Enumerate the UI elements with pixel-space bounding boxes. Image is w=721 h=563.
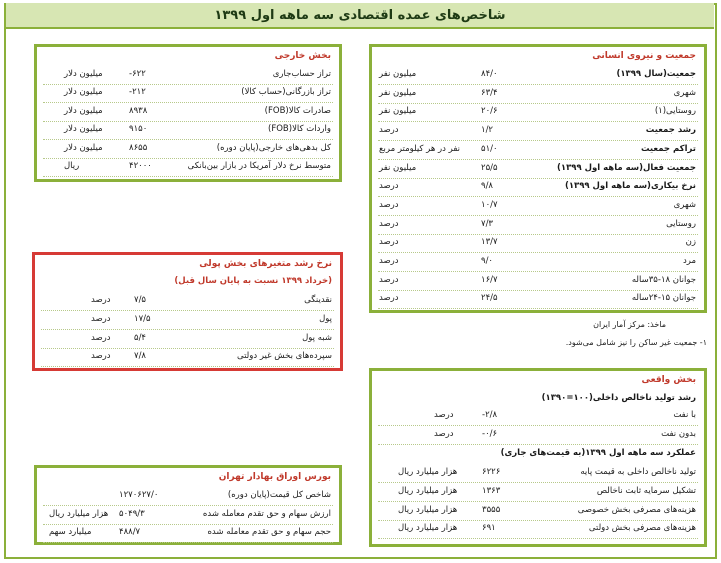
stock-label: شاخص کل قیمت(پایان دوره) (227, 490, 331, 500)
population-unit: نفر در هر کیلومتر مربع (379, 143, 460, 154)
population-label: روستایی (666, 218, 696, 229)
external-label: تراز بازرگانی(حساب کالا) (241, 87, 331, 98)
population-label: شهری (673, 199, 696, 210)
performance-unit: هزار میلیارد ریال (398, 467, 458, 477)
real-sector-box (369, 368, 707, 547)
stock-value: ۱۲۷۰۶۲۷/۰ (119, 490, 159, 500)
gdp-growth-heading (372, 391, 704, 409)
performance-unit: هزار میلیارد ریال (398, 504, 458, 515)
population-row (372, 235, 704, 253)
performance-heading-text: عملکرد سه ماهه اول ۱۳۹۹(به قیمت‌های جاری) (500, 448, 696, 458)
population-unit: درصد (379, 199, 399, 210)
external-unit: میلیون دلار (64, 124, 103, 135)
external-row (37, 159, 339, 177)
population-row (372, 86, 704, 104)
monetary-label: سپرده‌های بخش غیر دولتی (237, 351, 332, 362)
row-separator (41, 366, 334, 367)
population-row (372, 273, 704, 291)
monetary-value: ۷/۸ (134, 351, 146, 362)
population-row (372, 104, 704, 122)
monetary-row (35, 331, 340, 349)
external-row (37, 122, 339, 140)
external-unit: میلیون دلار (64, 69, 103, 79)
monetary-label: پول (319, 313, 332, 324)
stock-value: ۴۸۸/۷ (119, 527, 141, 537)
external-sector-box (34, 44, 342, 182)
population-unit: میلیون نفر (379, 106, 417, 117)
population-label: نرخ بیکاری(سه ماهه اول ۱۳۹۹) (564, 181, 696, 192)
monetary-unit: درصد (91, 332, 111, 343)
stock-market-box (34, 465, 342, 545)
monetary-box (32, 252, 343, 371)
population-value: ۲۴/۵ (481, 293, 498, 304)
gdp-growth-row (372, 408, 704, 426)
external-row (37, 104, 339, 122)
performance-label: تولید ناخالص داخلی به قیمت پایه (580, 467, 696, 477)
stock-value: ۵۰۴۹/۳ (119, 508, 145, 519)
external-value: ۴۲۰۰۰ (129, 161, 152, 171)
population-label: شهری (673, 87, 696, 98)
population-row (372, 198, 704, 216)
population-row (372, 67, 704, 85)
population-value: ۷/۳ (481, 218, 493, 229)
monetary-row (35, 349, 340, 367)
population-value: ۱/۲ (481, 125, 493, 136)
population-label: جوانان ۱۸-۳۵ساله (631, 274, 696, 285)
source-note: ماخذ: مرکز آمار ایران (593, 320, 666, 329)
performance-value: ۳۵۵۵ (482, 504, 501, 515)
gdp-growth-label: با نفت (673, 410, 696, 420)
monetary-unit: درصد (91, 295, 111, 305)
population-unit: درصد (379, 274, 399, 285)
external-row (37, 67, 339, 85)
population-label: جوانان ۱۵-۲۴ساله (631, 293, 696, 304)
population-unit: درصد (379, 237, 399, 248)
gdp-growth-label: بدون نفت (661, 428, 696, 439)
population-row (372, 161, 704, 179)
population-title: جمعیت و نیروی انسانی (592, 51, 696, 61)
performance-value: ۶۲۲۶ (482, 467, 501, 477)
population-unit: درصد (379, 125, 399, 136)
performance-value: ۶۹۱ (482, 523, 496, 534)
population-label: جمعیت(سال ۱۳۹۹) (616, 69, 696, 79)
performance-unit: هزار میلیارد ریال (398, 485, 458, 496)
gdp-growth-unit: درصد (434, 410, 454, 420)
row-separator (43, 176, 333, 177)
footnote: ۱- جمعیت غیر ساکن را نیز شامل می‌شود. (565, 338, 707, 347)
row-separator (43, 542, 333, 543)
population-label: مرد (682, 256, 696, 266)
monetary-row (35, 312, 340, 330)
external-label: صادرات کالا(FOB) (264, 105, 331, 116)
gdp-growth-value: -۲/۸ (482, 410, 498, 420)
stock-label: حجم سهام و حق تقدم معامله شده (207, 527, 331, 537)
population-row (372, 123, 704, 141)
performance-row (372, 503, 704, 521)
population-label: رشد جمعیت (645, 125, 696, 136)
performance-value: ۱۳۶۳ (482, 485, 501, 496)
performance-label: هزینه‌های مصرفی بخش دولتی (588, 523, 696, 534)
external-value: -۲۱۲ (129, 87, 146, 98)
gdp-growth-row (372, 427, 704, 445)
gdp-growth-value: -۰/۶ (482, 428, 498, 439)
population-unit: میلیون نفر (379, 69, 417, 79)
performance-row (372, 484, 704, 502)
population-box (369, 44, 707, 313)
monetary-title: نرخ رشد متغیرهای بخش پولی (199, 259, 332, 269)
external-unit: ریال (64, 161, 80, 171)
external-row (37, 141, 339, 159)
population-value: ۱۶/۷ (481, 274, 498, 285)
population-value: ۶۳/۴ (481, 87, 498, 98)
row-separator (378, 538, 698, 539)
population-row (372, 179, 704, 197)
population-value: ۹/۸ (481, 181, 493, 192)
population-unit: میلیون نفر (379, 162, 417, 173)
row-separator (378, 444, 698, 445)
population-value: ۱۰/۷ (481, 199, 498, 210)
population-row (372, 142, 704, 160)
stock-row (37, 488, 339, 506)
monetary-label: شبه پول (302, 332, 332, 343)
population-unit: درصد (379, 218, 399, 229)
row-separator (378, 308, 698, 309)
external-unit: میلیون دلار (64, 142, 103, 153)
stock-unit: هزار میلیارد ریال (49, 508, 109, 519)
monetary-value: ۱۷/۵ (134, 313, 151, 324)
stock-label: ارزش سهام و حق تقدم معامله شده (202, 508, 331, 519)
external-value: ۸۶۵۵ (129, 142, 148, 153)
performance-row (372, 465, 704, 483)
population-row (372, 254, 704, 272)
gdp-growth-heading-text: رشد تولید ناخالص داخلی(۱۰۰=۱۳۹۰) (541, 393, 696, 403)
external-unit: میلیون دلار (64, 87, 103, 98)
external-title: بخش خارجی (274, 51, 331, 61)
population-label: زن (685, 237, 696, 248)
monetary-unit: درصد (91, 313, 111, 324)
real-title: بخش واقعی (641, 375, 696, 385)
population-row (372, 291, 704, 309)
stock-row (37, 525, 339, 543)
performance-unit: هزار میلیارد ریال (398, 523, 458, 534)
population-unit: میلیون نفر (379, 87, 417, 98)
external-label: تراز حساب‌جاری (272, 69, 331, 79)
monetary-label: نقدینگی (304, 295, 332, 305)
population-label: روستایی(۱) (654, 106, 696, 117)
monetary-value: ۷/۵ (134, 295, 146, 305)
external-label: واردات کالا(FOB) (268, 124, 331, 135)
monetary-unit: درصد (91, 351, 111, 362)
population-value: ۸۴/۰ (481, 69, 498, 79)
population-value: ۱۳/۷ (481, 237, 498, 248)
external-value: ۹۱۵۰ (129, 124, 148, 135)
population-row (372, 217, 704, 235)
performance-label: هزینه‌های مصرفی بخش خصوصی (577, 504, 696, 515)
population-value: ۲۰/۶ (481, 106, 498, 117)
external-label: کل بدهی‌های خارجی(پایان دوره) (216, 142, 331, 153)
stock-title: بورس اوراق بهادار تهران (218, 472, 331, 482)
external-value: -۶۲۲ (129, 69, 146, 79)
monetary-value: ۵/۴ (134, 332, 146, 343)
page-title: شاخص‌های عمده اقتصادی سه ماهه اول ۱۳۹۹ (6, 3, 714, 29)
external-label: متوسط نرخ دلار آمریکا در بازار بین‌بانکی (187, 161, 331, 171)
performance-label: تشکیل سرمایه ثابت ناخالص (596, 485, 696, 496)
population-value: ۵۱/۰ (481, 143, 498, 154)
population-unit: درصد (379, 256, 399, 266)
population-value: ۲۵/۵ (481, 162, 498, 173)
monetary-row (35, 293, 340, 311)
population-unit: درصد (379, 293, 399, 304)
external-unit: میلیون دلار (64, 105, 103, 116)
stock-row (37, 507, 339, 525)
external-row (37, 85, 339, 103)
population-label: جمعیت فعال(سه ماهه اول ۱۳۹۹) (557, 162, 696, 173)
gdp-growth-unit: درصد (434, 428, 454, 439)
performance-heading (372, 446, 704, 464)
population-label: تراکم جمعیت (640, 143, 696, 154)
external-value: ۸۹۳۸ (129, 105, 148, 116)
population-unit: درصد (379, 181, 399, 192)
monetary-subtitle: (خرداد ۱۳۹۹ نسبت به پایان سال قبل) (174, 276, 332, 286)
population-value: ۹/۰ (481, 256, 493, 266)
performance-row (372, 521, 704, 539)
stock-unit: میلیارد سهم (49, 527, 92, 537)
